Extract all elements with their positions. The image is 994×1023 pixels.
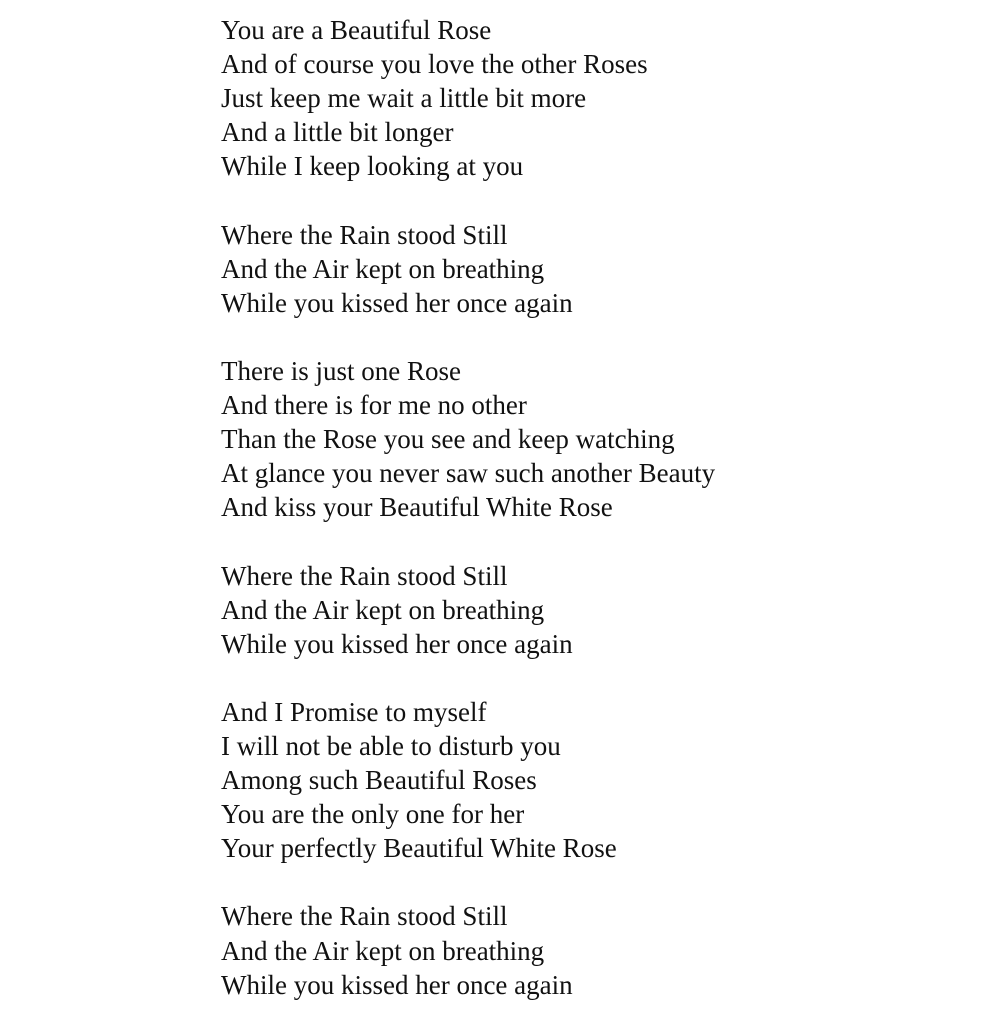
poem-line: And of course you love the other Roses bbox=[221, 49, 648, 80]
poem-line: While you kissed her once again bbox=[221, 287, 573, 318]
poem-line: Where the Rain stood Still bbox=[221, 901, 508, 932]
poem-line: And kiss your Beautiful White Rose bbox=[221, 492, 613, 523]
poem-line: Than the Rose you see and keep watching bbox=[221, 424, 675, 455]
poem-line: You are the only one for her bbox=[221, 799, 525, 830]
poem-line: And there is for me no other bbox=[221, 390, 527, 421]
poem-line: While I keep looking at you bbox=[221, 151, 524, 182]
stanza-1 bbox=[221, 13, 715, 183]
poem-line: Just keep me wait a little bit more bbox=[221, 83, 587, 114]
poem-line: While you kissed her once again bbox=[221, 969, 573, 1000]
stanza-6-refrain bbox=[221, 899, 715, 1001]
poem-line: There is just one Rose bbox=[221, 355, 461, 386]
poem-line: Among such Beautiful Roses bbox=[221, 765, 537, 796]
poem-line: Where the Rain stood Still bbox=[221, 219, 508, 250]
poem-line: And the Air kept on breathing bbox=[221, 594, 545, 625]
stanza-3 bbox=[221, 354, 715, 524]
poem-line: You are a Beautiful Rose bbox=[221, 15, 492, 45]
poem-line: While you kissed her once again bbox=[221, 628, 573, 659]
poem-line: And I Promise to myself bbox=[221, 696, 487, 727]
stanza-2-refrain bbox=[221, 218, 715, 320]
poem-line: And a little bit longer bbox=[221, 117, 454, 148]
poem-line: I will not be able to disturb you bbox=[221, 730, 561, 761]
stanza-5 bbox=[221, 695, 715, 865]
stanza-4-refrain bbox=[221, 559, 715, 661]
poem-text bbox=[221, 13, 715, 1002]
poem-line: At glance you never saw such another Beauty bbox=[221, 458, 716, 489]
poem-line: And the Air kept on breathing bbox=[221, 253, 545, 284]
poem-line: Where the Rain stood Still bbox=[221, 560, 508, 591]
poem-line: And the Air kept on breathing bbox=[221, 935, 545, 966]
poem-line: Your perfectly Beautiful White Rose bbox=[221, 833, 617, 864]
